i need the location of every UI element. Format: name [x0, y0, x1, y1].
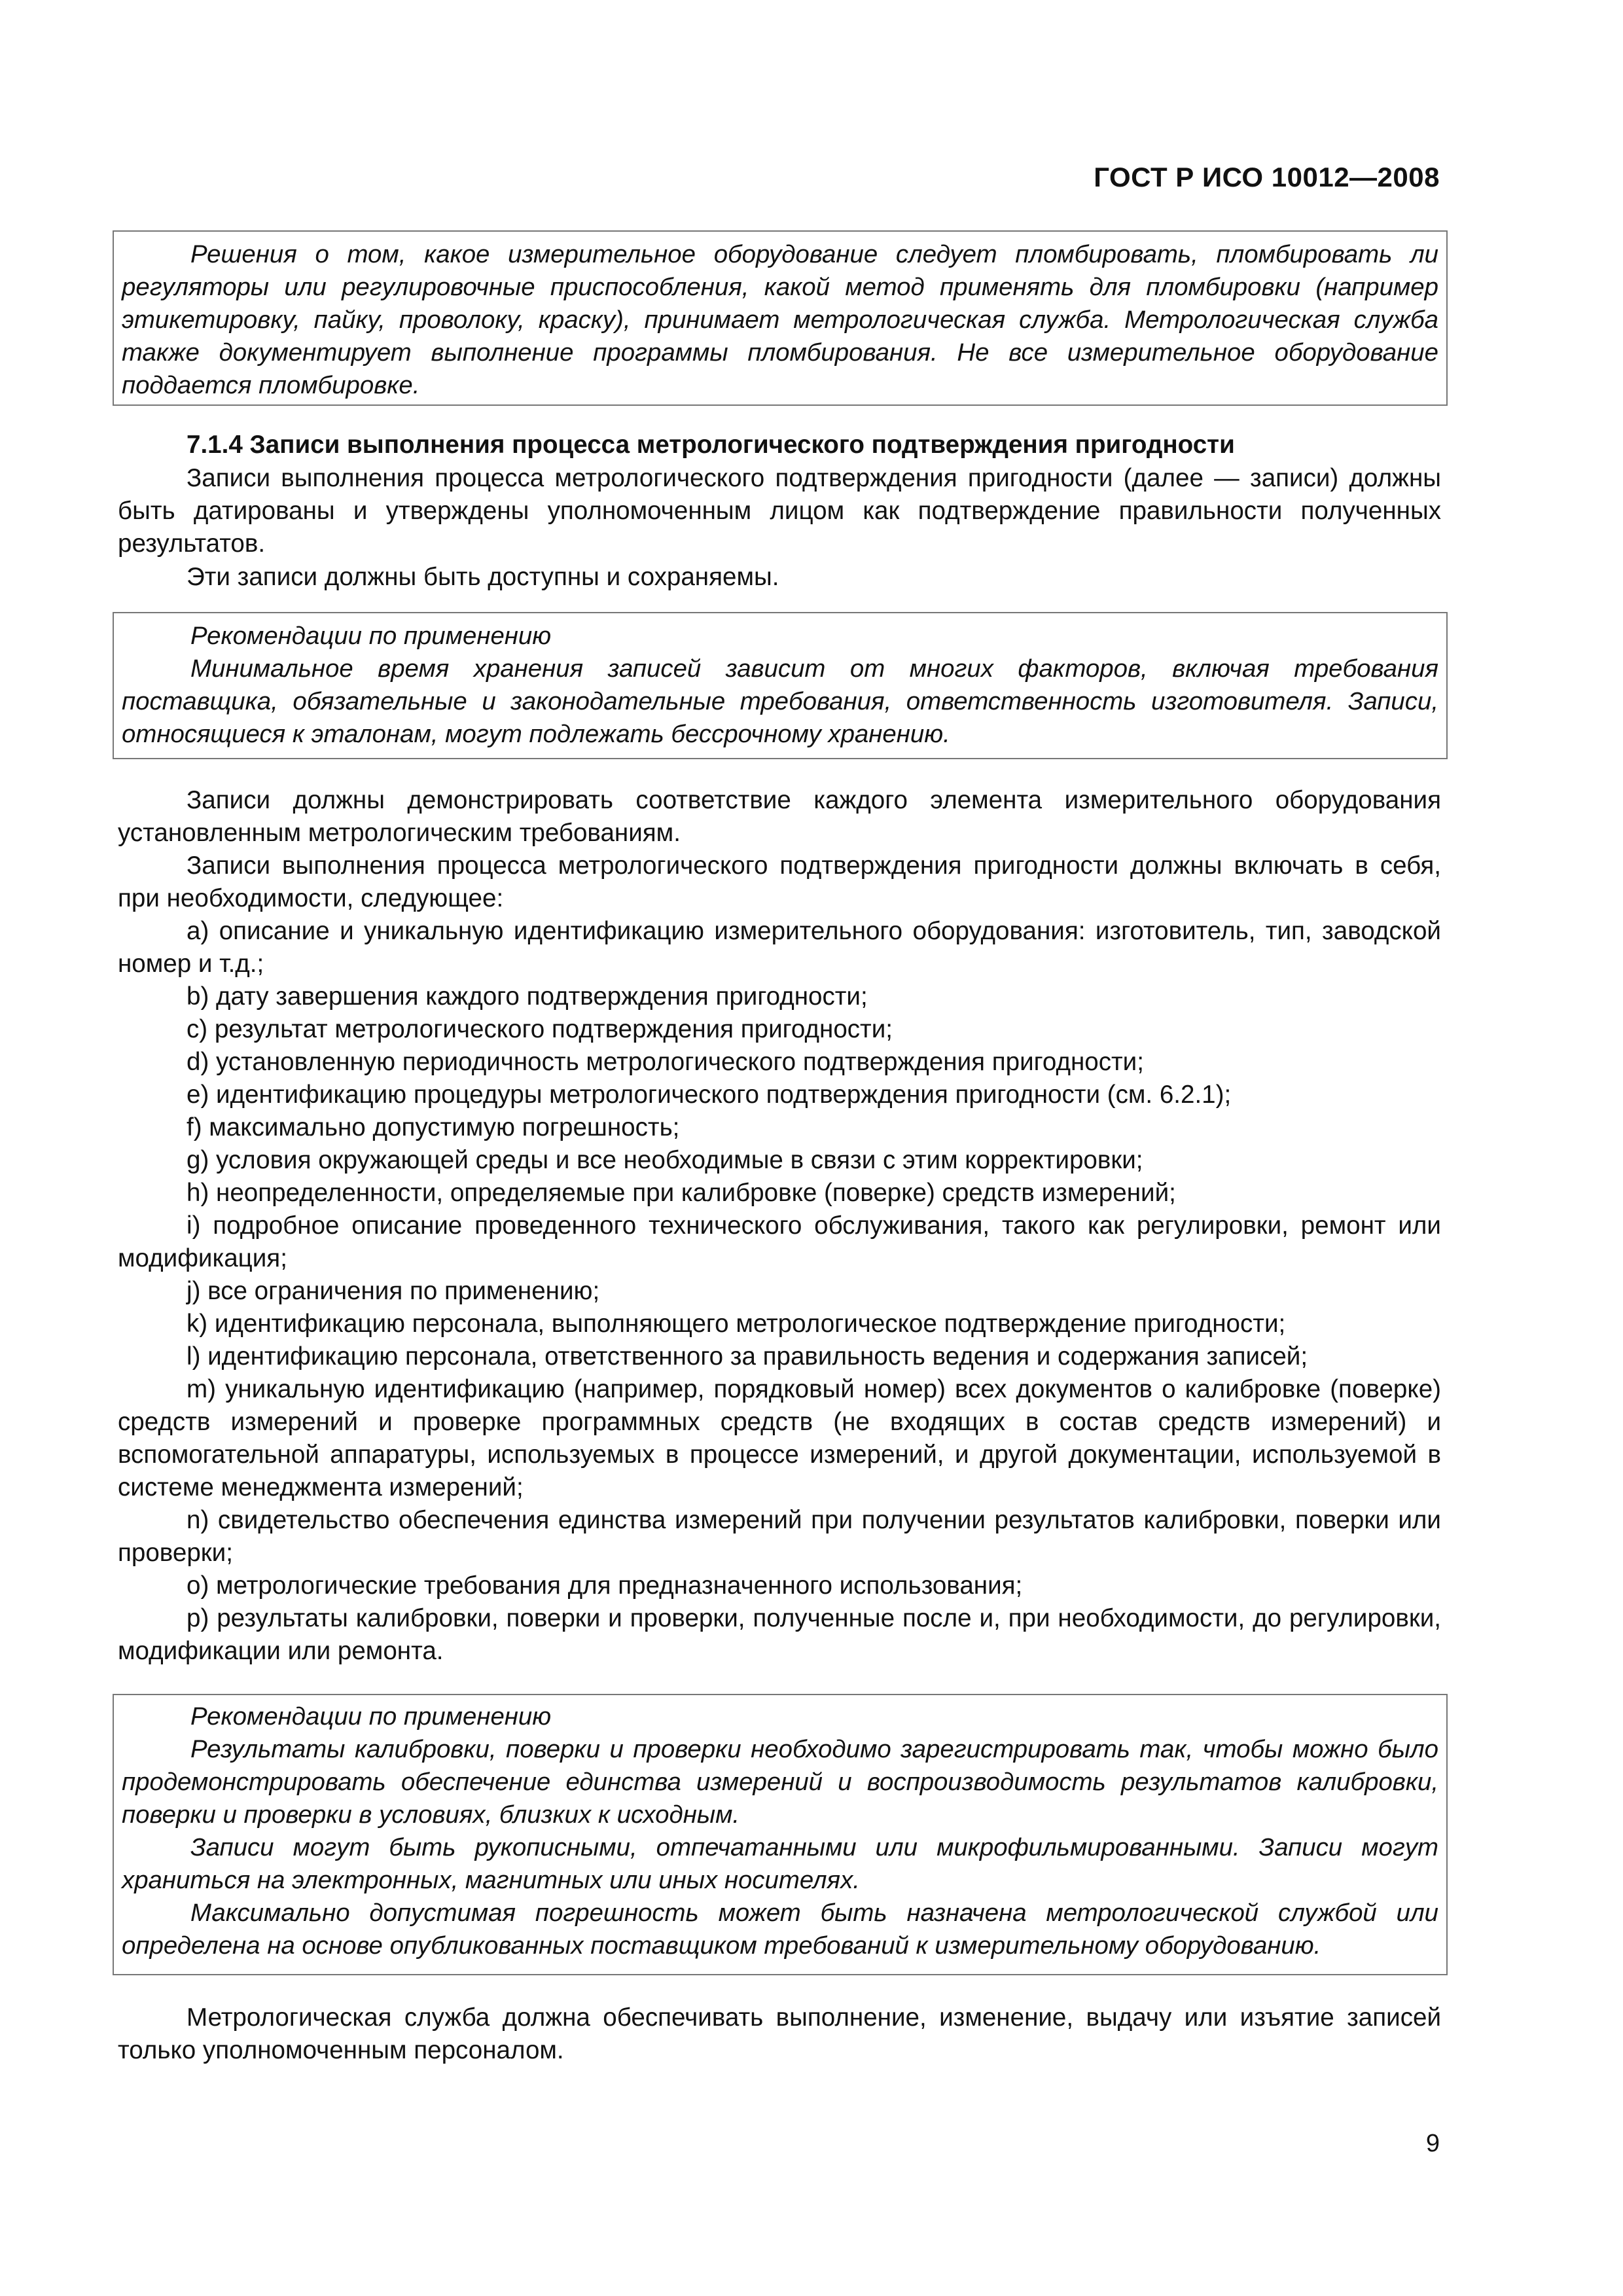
list-item: p) результаты калибровки, поверки и проверки, полученные после и, при необходимости, до регулировки, модификации или ремонта. — [118, 1604, 1441, 1665]
page-number: 9 — [1425, 2130, 1440, 2157]
list-item: g) условия окружающей среды и все необходимые в связи с этим корректировки; — [187, 1146, 1143, 1174]
list-item: m) уникальную идентификацию (например, порядковый номер) всех документов о калибровке (поверке) средств измерений и проверке программных средств (не входящих в состав средств измерений) и вспомогательной аппаратуры, используемых в процессе измерений, и другой документации, используемой в системе менеджмента измерений; — [118, 1375, 1441, 1501]
list-item: c) результат метрологического подтверждения пригодности; — [187, 1015, 893, 1043]
list-item: b) дату завершения каждого подтверждения пригодности; — [187, 982, 868, 1011]
recommendation-text: Записи могут быть рукописными, отпечатанными или микрофильмированными. Записи могут храниться на электронных, магнитных или иных носителях. — [122, 1833, 1438, 1894]
list-item: n) свидетельство обеспечения единства измерений при получении результатов калибровки, поверки или проверки; — [118, 1506, 1441, 1567]
recommendation-box — [113, 612, 1448, 759]
recommendation-title: Рекомендации по применению — [190, 1702, 552, 1731]
recommendation-title: Рекомендации по применению — [190, 622, 552, 650]
list-item: l) идентификацию персонала, ответственного за правильность ведения и содержания записей; — [187, 1342, 1308, 1371]
list-item: e) идентификацию процедуры метрологического подтверждения пригодности (см. 6.2.1); — [187, 1081, 1232, 1109]
list-item: o) метрологические требования для предназначенного использования; — [187, 1571, 1023, 1600]
section-heading: 7.1.4 Записи выполнения процесса метрологического подтверждения пригодности — [187, 431, 1235, 459]
paragraph: Эти записи должны быть доступны и сохраняемы. — [187, 563, 779, 591]
list-item: a) описание и уникальную идентификацию измерительного оборудования: изготовитель, тип, заводской номер и т.д.; — [118, 917, 1441, 978]
document-header: ГОСТ Р ИСО 10012—2008 — [1094, 162, 1440, 192]
recommendation-text: Результаты калибровки, поверки и проверки необходимо зарегистрировать так, чтобы можно было продемонстрировать обеспечение единства измерений и воспроизводимость результатов калибровки, поверки и проверки в условиях, близких к исходным. — [122, 1735, 1438, 1829]
recommendation-text: Максимально допустимая погрешность может быть назначена метрологической службой или определена на основе опубликованных поставщиком требований к измерительному оборудованию. — [122, 1899, 1438, 1960]
paragraph: Записи выполнения процесса метрологического подтверждения пригодности должны включать в себя, при необходимости, следующее: — [118, 852, 1441, 912]
list-item: f) максимально допустимую погрешность; — [187, 1113, 680, 1141]
note-text: Решения о том, какое измерительное оборудование следует пломбировать, пломбировать ли регуляторы или регулировочные приспособления, какой метод применять для пломбировки (например этикетировку, пайку, проволоку, краску), принимает метрологическая служба. Метрологическая служба также документирует выполнение программы пломбирования. Не все измерительное оборудование поддается пломбировке. — [122, 240, 1438, 399]
paragraph: Записи должны демонстрировать соответствие каждого элемента измерительного оборудования установленным метрологическим требованиям. — [118, 786, 1441, 847]
recommendation-text: Минимальное время хранения записей зависит от многих факторов, включая требования поставщика, обязательные и законодательные требования, ответственность изготовителя. Записи, относящиеся к эталонам, могут подлежать бессрочному хранению. — [122, 655, 1438, 748]
list-item: i) подробное описание проведенного технического обслуживания, такого как регулировки, ремонт или модификация; — [118, 1211, 1441, 1272]
paragraph: Метрологическая служба должна обеспечивать выполнение, изменение, выдачу или изъятие записей только уполномоченным персоналом. — [118, 2003, 1441, 2064]
list-item: k) идентификацию персонала, выполняющего метрологическое подтверждение пригодности; — [187, 1310, 1286, 1338]
recommendation-box — [113, 1694, 1448, 1975]
note-box-sealing — [113, 230, 1448, 406]
list-item: d) установленную периодичность метрологического подтверждения пригодности; — [187, 1048, 1144, 1076]
list-item: h) неопределенности, определяемые при калибровке (поверке) средств измерений; — [187, 1179, 1176, 1207]
paragraph: Записи выполнения процесса метрологического подтверждения пригодности (далее — записи) должны быть датированы и утверждены уполномоченным лицом как подтверждение правильности полученных результатов. — [118, 464, 1441, 558]
list-item: j) все ограничения по применению; — [187, 1277, 600, 1305]
